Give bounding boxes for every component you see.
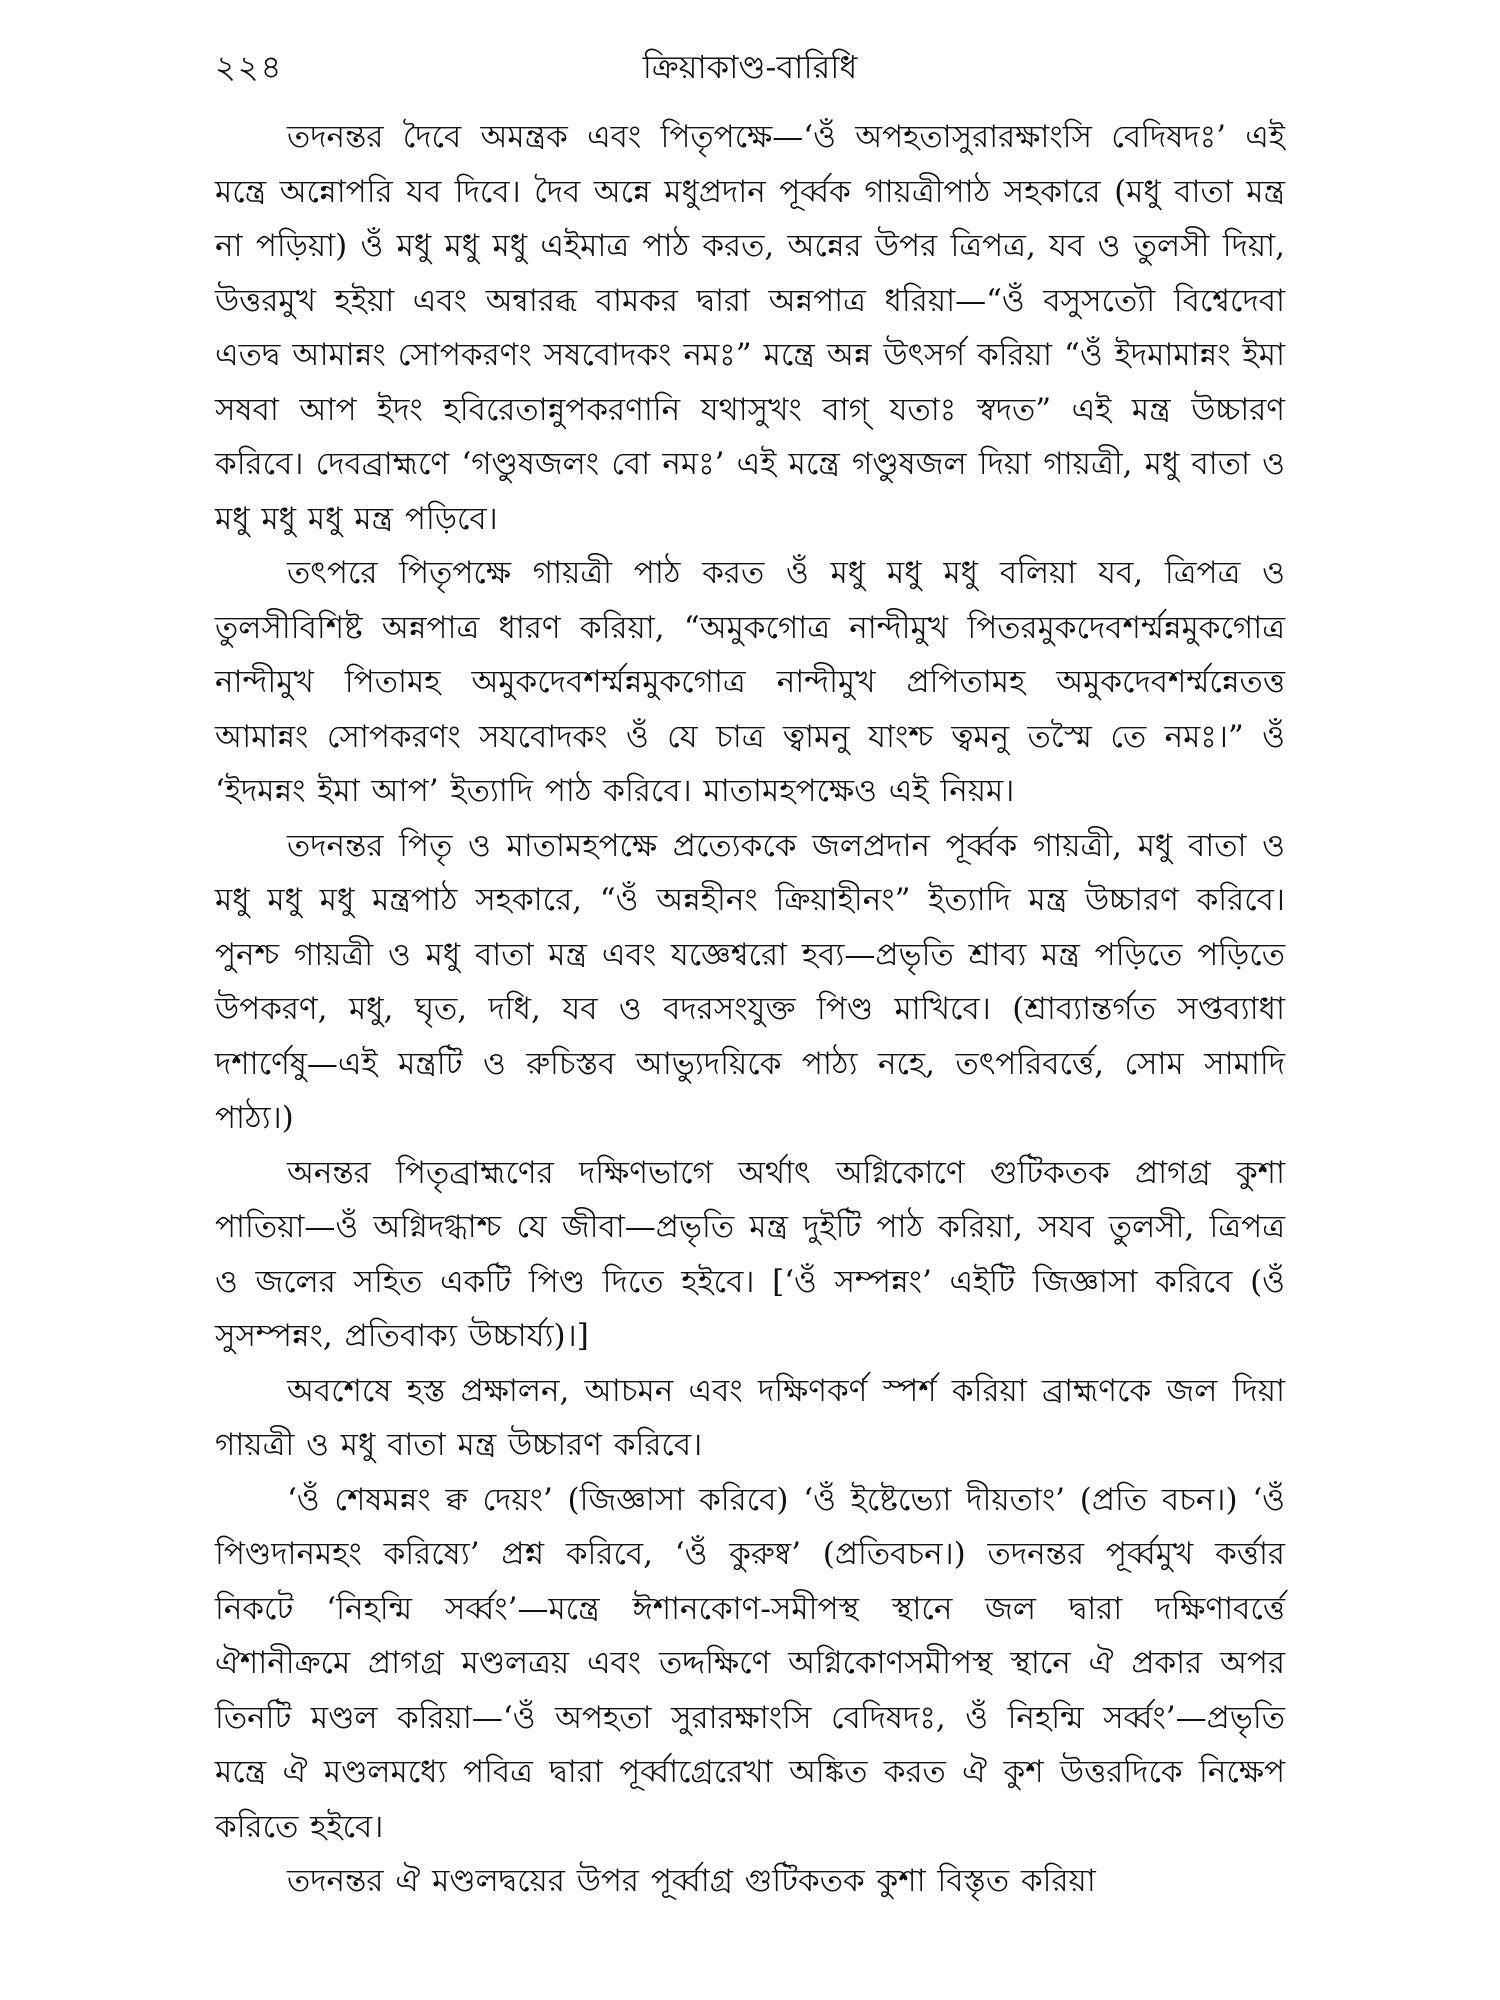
paragraph: তৎপরে পিতৃপক্ষে গায়ত্রী পাঠ করত ওঁ মধু মধু মধু বলিয়া যব, ত্রিপত্র ও তুলসীবিশিষ্ট অন্নপাত্র ধারণ করিয়া, “অমুকগোত্র নান্দীমুখ পিতরমুকদেবশর্ম্মন্নমুকগোত্র নান্দীমুখ পিতামহ অমুকদেবশর্ম্মন্নমুকগোত্র নান্দীমুখ প্রপিতামহ অমুকদেবশর্ম্মন্নেতত্ত আমান্নং সোপকরণং সযবোদকং ওঁ যে চাত্র ত্বামনু যাংশ্চ ত্বমনু তস্মৈ তে নমঃ।” ওঁ ‘ইদমন্নং ইমা আপ’ ইত্যাদি পাঠ করিবে। মাতামহপক্ষেও এই নিয়ম। <box>215 555 1285 809</box>
page-number: ২২৪ <box>215 48 284 86</box>
paragraph: অনন্তর পিতৃব্রাহ্মণের দক্ষিণভাগে অর্থাৎ অগ্নিকোণে গুটিকতক প্রাগগ্র কুশা পাতিয়া—ওঁ অগ্নিদগ্ধাশ্চ যে জীবা—প্রভৃতি মন্ত্র দুইটি পাঠ করিয়া, সযব তুলসী, ত্রিপত্র ও জলের সহিত একটি পিণ্ড দিতে হইবে। [‘ওঁ সম্পন্নং’ এইটি জিজ্ঞাসা করিবে (ওঁ সুসম্পন্নং, প্রতিবাক্য উচ্চার্য্য)।] <box>215 1154 1285 1354</box>
body-text <box>215 110 1285 1909</box>
running-title: ক্রিয়াকাণ্ড-বারিধি <box>642 48 858 86</box>
paragraph: তদনন্তর ঐ মণ্ডলদ্বয়ের উপর পূর্ব্বাগ্র গুটিকতক কুশা বিস্তৃত করিয়া <box>287 1863 1096 1899</box>
page-header <box>215 42 1285 92</box>
paragraph: তদনন্তর দৈবে অমন্ত্রক এবং পিতৃপক্ষে—‘ওঁ অপহতাসুরারক্ষাংসি বেদিষদঃ’ এই মন্ত্রে অন্নোপরি যব দিবে। দৈব অন্নে মধুপ্রদান পূর্ব্বক গায়ত্রীপাঠ সহকারে (মধু বাতা মন্ত্র না পড়িয়া) ওঁ মধু মধু মধু এইমাত্র পাঠ করত, অন্নের উপর ত্রিপত্র, যব ও তুলসী দিয়া, উত্তরমুখ হইয়া এবং অন্বারব্ধ বামকর দ্বারা অন্নপাত্র ধরিয়া—“ওঁ বসুসত্যৌ বিশ্বেদেবা এতদ্ব আমান্নং সোপকরণং সষবোদকং নমঃ” মন্ত্রে অন্ন উৎসর্গ করিয়া “ওঁ ইদমামান্নং ইমা সষবা আপ ইদং হবিরেতান্নুপকরণানি যথাসুখং বাগ্‌ যতাঃ স্বদত” এই মন্ত্র উচ্চারণ করিবে। দেবব্রাহ্মণে ‘গণ্ডুষজলং বো নমঃ’ এই মন্ত্রে গণ্ডুষজল দিয়া গায়ত্রী, মধু বাতা ও মধু মধু মধু মন্ত্র পড়িবে। <box>215 119 1285 537</box>
paragraph: ‘ওঁ শেষমন্নং ক্ব দেয়ং’ (জিজ্ঞাসা করিবে) ‘ওঁ ইষ্টেভ্যো দীয়তাং’ (প্রতি বচন।) ‘ওঁ পিণ্ডদানমহং করিষ্যে’ প্রশ্ন করিবে, ‘ওঁ কুরুষ্ব’ (প্রতিবচন।) তদনন্তর পূর্ব্বমুখ কর্ত্তার নিকটে ‘নিহন্মি সর্ব্বং’—মন্ত্রে ঈশানকোণ-সমীপস্থ স্থানে জল দ্বারা দক্ষিণাবর্ত্তে ঐশানীক্রমে প্রাগগ্র মণ্ডলত্রয় এবং তদ্দক্ষিণে অগ্নিকোণসমীপস্থ স্থানে ঐ প্রকার অপর তিনটি মণ্ডল করিয়া—‘ওঁ অপহতা সুরারক্ষাংসি বেদিষদঃ, ওঁ নিহন্মি সর্ব্বং’—প্রভৃতি মন্ত্রে ঐ মণ্ডলমধ্যে পবিত্র দ্বারা পূর্ব্বাগ্রেরেখা অঙ্কিত করত ঐ কুশ উত্তরদিকে নিক্ষেপ করিতে হইবে। <box>215 1481 1285 1845</box>
paragraph: তদনন্তর পিতৃ ও মাতামহপক্ষে প্রত্যেককে জলপ্রদান পূর্ব্বক গায়ত্রী, মধু বাতা ও মধু মধু মধু মন্ত্রপাঠ সহকারে, “ওঁ অন্নহীনং ক্রিয়াহীনং” ইত্যাদি মন্ত্র উচ্চারণ করিবে। পুনশ্চ গায়ত্রী ও মধু বাতা মন্ত্র এবং যজ্ঞেশ্বরো হব্য—প্রভৃতি শ্রাব্য মন্ত্র পড়িতে পড়িতে উপকরণ, মধু, ঘৃত, দধি, যব ও বদরসংযুক্ত পিণ্ড মাখিবে। (শ্রাব্যান্তর্গত সপ্তব্যাধা দশার্ণেষু—এই মন্ত্রটি ও রুচিস্তব আভ্যুদয়িকে পাঠ্য নহে, তৎপরিবর্ত্তে, সোম সামাদি পাঠ্য।) <box>215 827 1285 1136</box>
paragraph: অবশেষে হস্ত প্রক্ষালন, আচমন এবং দক্ষিণকর্ণ স্পর্শ করিয়া ব্রাহ্মণকে জল দিয়া গায়ত্রী ও মধু বাতা মন্ত্র উচ্চারণ করিবে। <box>215 1372 1285 1463</box>
